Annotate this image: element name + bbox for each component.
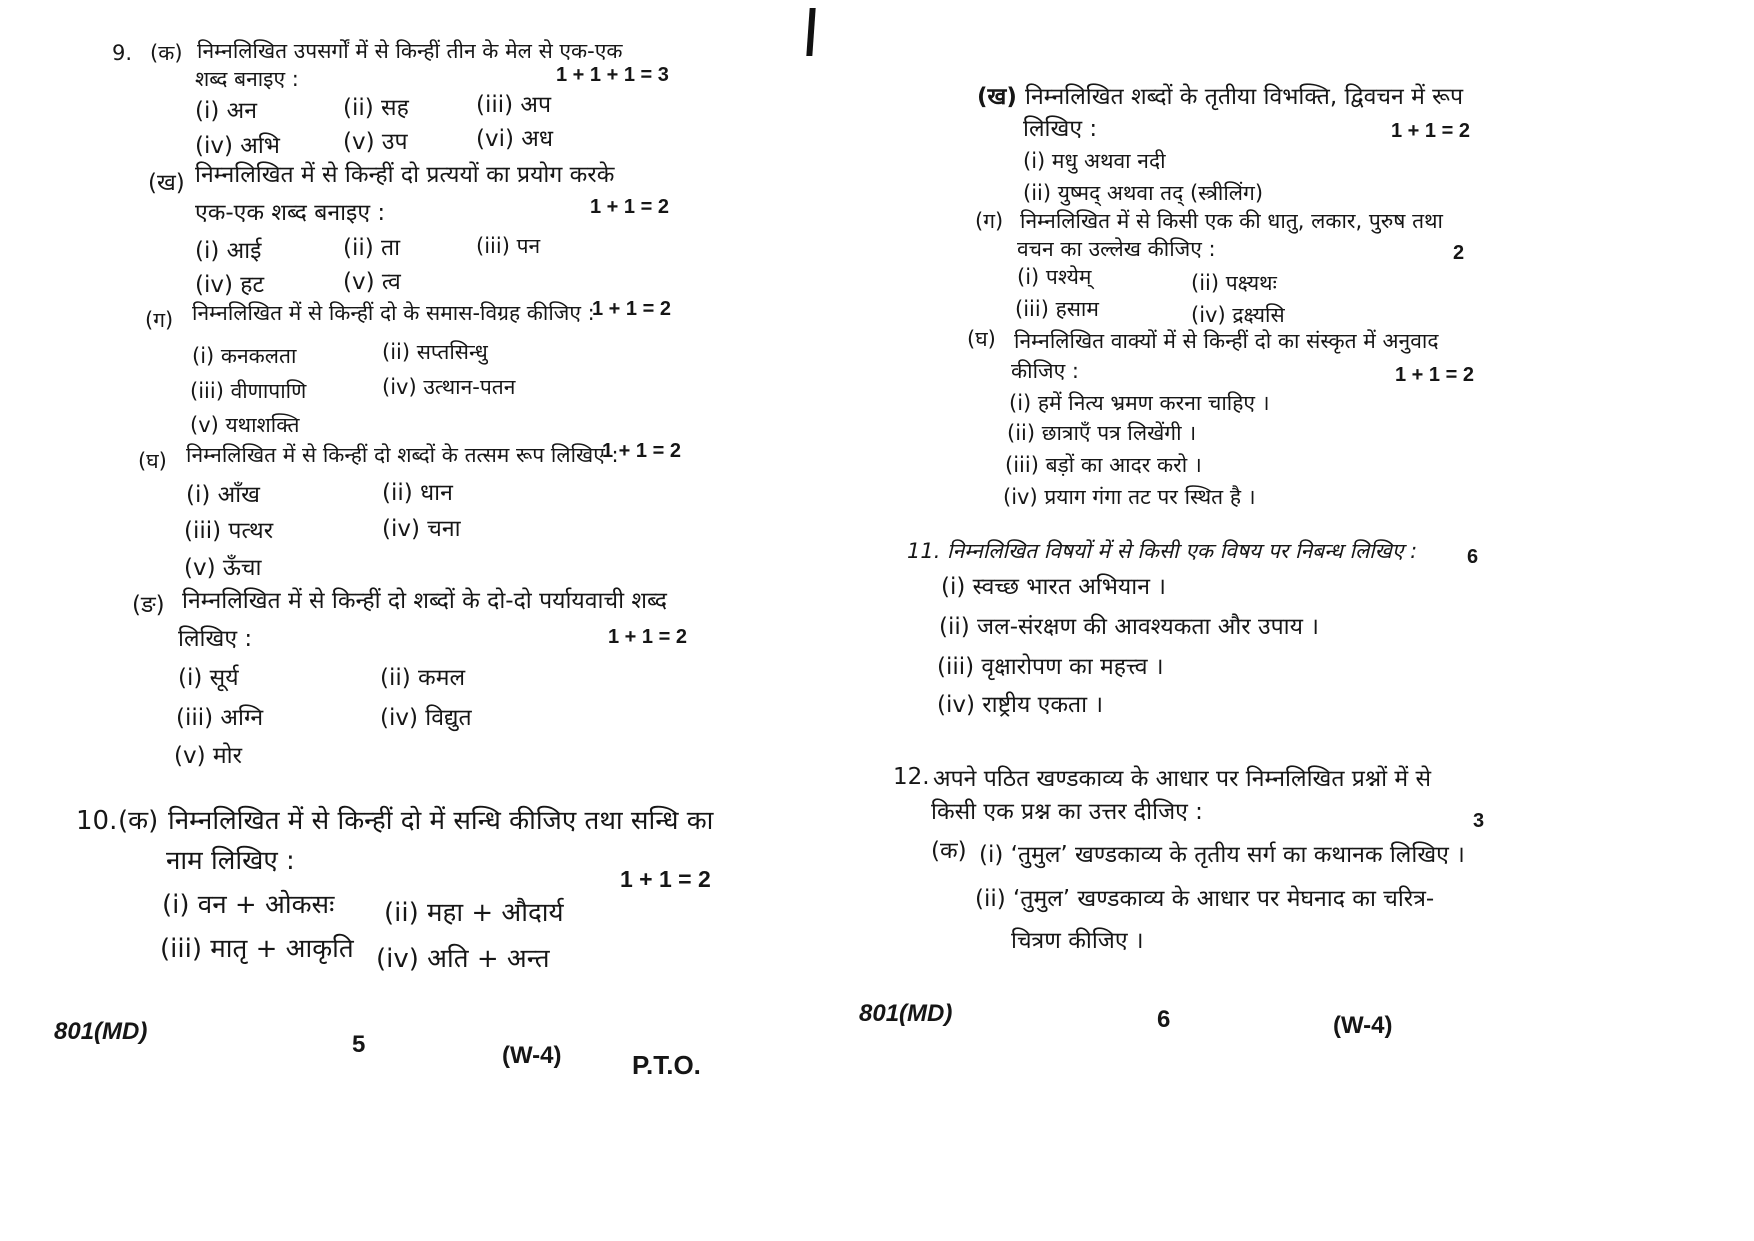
r-kha-label: (ख)	[977, 84, 1017, 110]
r-ga-item: (iii) हसाम	[1015, 297, 1099, 321]
q9-ga-line1: निम्नलिखित में से किन्हीं दो के समास-विग्रह कीजिए :	[192, 301, 595, 325]
r-gha-item: (i) हमें नित्य भ्रमण करना चाहिए ।	[1009, 391, 1270, 415]
r-ga-item: (i) पश्येम्	[1017, 265, 1092, 289]
q9-ka-item: (ii) सह	[343, 95, 409, 121]
q9-ga-marks: 1 + 1 = 2	[592, 298, 671, 320]
q9-ka-label: (क)	[150, 41, 183, 65]
q11-item: (ii) जल-संरक्षण की आवश्यकता और उपाय ।	[939, 614, 1320, 640]
q11-line1: निम्नलिखित विषयों में से किसी एक विषय पर निबन्ध लिखिए :	[947, 539, 1418, 563]
q9-ga-item: (iii) वीणापाणि	[190, 379, 307, 403]
q9-gha-line1: निम्नलिखित में से किन्हीं दो शब्दों के तत्सम रूप लिखिए :	[186, 443, 619, 467]
footer-code: 801(MD)	[54, 1018, 148, 1045]
q12-number: 12.	[893, 764, 930, 790]
footer-page-number: 5	[352, 1031, 366, 1058]
footer-pto: P.T.O.	[632, 1050, 701, 1080]
r-gha-line2: कीजिए :	[1011, 359, 1079, 383]
r-gha-label: (घ)	[967, 327, 996, 351]
r-ga-marks: 2	[1453, 242, 1465, 264]
q9-ka-item: (v) उप	[343, 129, 408, 155]
q9-nga-item: (iv) विद्युत	[380, 705, 472, 731]
q10-number: 10.	[76, 806, 118, 836]
q9-nga-item: (i) सूर्य	[178, 665, 239, 691]
q12-sub-i: (i) ‘तुमुल’ खण्डकाव्य के तृतीय सर्ग का कथानक लिखिए ।	[979, 842, 1465, 868]
q10-ka-item: (i) वन + ओकसः	[162, 890, 335, 920]
q9-gha-label: (घ)	[138, 449, 167, 473]
r-ga-label: (ग)	[975, 209, 1004, 233]
r-ga-item: (iv) द्रक्ष्यसि	[1191, 303, 1285, 327]
q11-item: (iv) राष्ट्रीय एकता ।	[937, 692, 1104, 718]
q9-kha-item: (ii) ता	[343, 235, 401, 261]
q9-ka-item: (iv) अभि	[195, 133, 280, 159]
r-gha-item: (iv) प्रयाग गंगा तट पर स्थित है ।	[1003, 485, 1256, 509]
q9-ga-item: (iv) उत्थान-पतन	[382, 375, 516, 399]
q10-ka-line1: निम्नलिखित में से किन्हीं दो में सन्धि कीजिए तथा सन्धि का	[168, 806, 714, 836]
q9-kha-marks: 1 + 1 = 2	[590, 196, 669, 218]
q10-ka-item: (ii) महा + औदार्य	[384, 898, 564, 928]
q9-gha-marks: 1 + 1 = 2	[602, 440, 681, 462]
r-kha-marks: 1 + 1 = 2	[1391, 120, 1470, 142]
q9-nga-item: (v) मोर	[174, 743, 242, 769]
q9-gha-item: (iii) पत्थर	[184, 518, 274, 544]
q9-gha-item: (i) आँख	[186, 482, 260, 508]
q9-ga-item: (ii) सप्तसिन्धु	[382, 340, 488, 364]
q9-nga-item: (iii) अग्नि	[176, 705, 264, 731]
q9-ga-item: (v) यथाशक्ति	[190, 413, 300, 437]
footer-page-number: 6	[1157, 1006, 1171, 1033]
r-gha-line1: निम्नलिखित वाक्यों में से किन्हीं दो का संस्कृत में अनुवाद	[1014, 329, 1439, 353]
r-gha-marks: 1 + 1 = 2	[1395, 364, 1474, 386]
right-page	[859, 0, 1754, 1241]
q9-gha-item: (ii) धान	[382, 480, 453, 506]
q9-gha-item: (v) ऊँचा	[184, 555, 262, 581]
q12-sub-ii: (ii) ‘तुमुल’ खण्डकाव्य के आधार पर मेघनाद का चरित्र-	[975, 886, 1435, 912]
q10-ka-item: (iv) अति + अन्त	[376, 944, 550, 974]
r-gha-item: (ii) छात्राएँ पत्र लिखेंगी ।	[1007, 421, 1197, 445]
q9-kha-item: (i) आई	[195, 238, 262, 264]
q9-kha-line1: निम्नलिखित में से किन्हीं दो प्रत्ययों का प्रयोग करके	[195, 162, 615, 188]
q9-nga-line1: निम्नलिखित में से किन्हीं दो शब्दों के दो-दो पर्यायवाची शब्द	[182, 588, 667, 614]
q10-ka-line2: नाम लिखिए :	[166, 846, 295, 876]
q12-line1: अपने पठित खण्डकाव्य के आधार पर निम्नलिखित प्रश्नों में से	[933, 766, 1431, 792]
q11-number: 11.	[907, 539, 941, 563]
q12-line2: किसी एक प्रश्न का उत्तर दीजिए :	[931, 799, 1203, 825]
q9-kha-item: (v) त्व	[343, 269, 401, 295]
q9-number: 9.	[112, 41, 133, 65]
r-ga-line2: वचन का उल्लेख कीजिए :	[1017, 237, 1216, 261]
r-kha-line2: लिखिए :	[1023, 116, 1098, 142]
q10-ka-label: (क)	[118, 806, 159, 836]
q10-ka-item: (iii) मातृ + आकृति	[160, 934, 354, 964]
q9-kha-line2: एक-एक शब्द बनाइए :	[195, 200, 386, 226]
q11-marks: 6	[1467, 546, 1479, 568]
footer-set: (W-4)	[502, 1042, 562, 1069]
footer-code: 801(MD)	[859, 1000, 953, 1027]
q9-gha-item: (iv) चना	[382, 516, 461, 542]
q9-ka-line2: शब्द बनाइए :	[195, 67, 299, 91]
q9-ka-marks: 1 + 1 + 1 = 3	[556, 64, 669, 86]
q9-nga-label: (ङ)	[132, 592, 165, 618]
q9-ka-line1: निम्नलिखित उपसर्गों में से किन्हीं तीन के मेल से एक-एक	[197, 39, 623, 63]
r-ga-line1: निम्नलिखित में से किसी एक की धातु, लकार, पुरुष तथा	[1020, 209, 1443, 233]
r-gha-item: (iii) बड़ों का आदर करो ।	[1005, 453, 1202, 477]
q9-ga-item: (i) कनकलता	[192, 344, 297, 368]
q12-ka-label: (क)	[931, 838, 967, 864]
q11-item: (iii) वृक्षारोपण का महत्त्व ।	[937, 654, 1164, 680]
q9-ka-item: (vi) अध	[476, 126, 553, 152]
q9-kha-label: (ख)	[148, 170, 185, 196]
q10-ka-marks: 1 + 1 = 2	[620, 866, 711, 892]
r-kha-item: (ii) युष्मद् अथवा तद् (स्त्रीलिंग)	[1023, 181, 1264, 205]
q9-kha-item: (iii) पन	[476, 234, 541, 258]
q9-ka-item: (iii) अप	[476, 92, 552, 118]
scan-mark	[806, 8, 815, 56]
q12-sub-ii-cont: चित्रण कीजिए ।	[1011, 928, 1144, 954]
q9-kha-item: (iv) हट	[195, 272, 265, 298]
q9-ka-item: (i) अन	[195, 98, 257, 124]
q9-ga-label: (ग)	[145, 308, 174, 332]
q9-nga-line2: लिखिए :	[178, 626, 253, 652]
q11-item: (i) स्वच्छ भारत अभियान ।	[941, 574, 1167, 600]
q9-nga-item: (ii) कमल	[380, 665, 466, 691]
r-ga-item: (ii) पक्ष्यथः	[1191, 271, 1277, 295]
footer-set: (W-4)	[1333, 1012, 1393, 1039]
q9-nga-marks: 1 + 1 = 2	[608, 626, 687, 648]
q12-marks: 3	[1473, 810, 1485, 832]
r-kha-item: (i) मधु अथवा नदी	[1023, 149, 1166, 173]
r-kha-line1: निम्नलिखित शब्दों के तृतीया विभक्ति, द्विवचन में रूप	[1025, 84, 1464, 110]
